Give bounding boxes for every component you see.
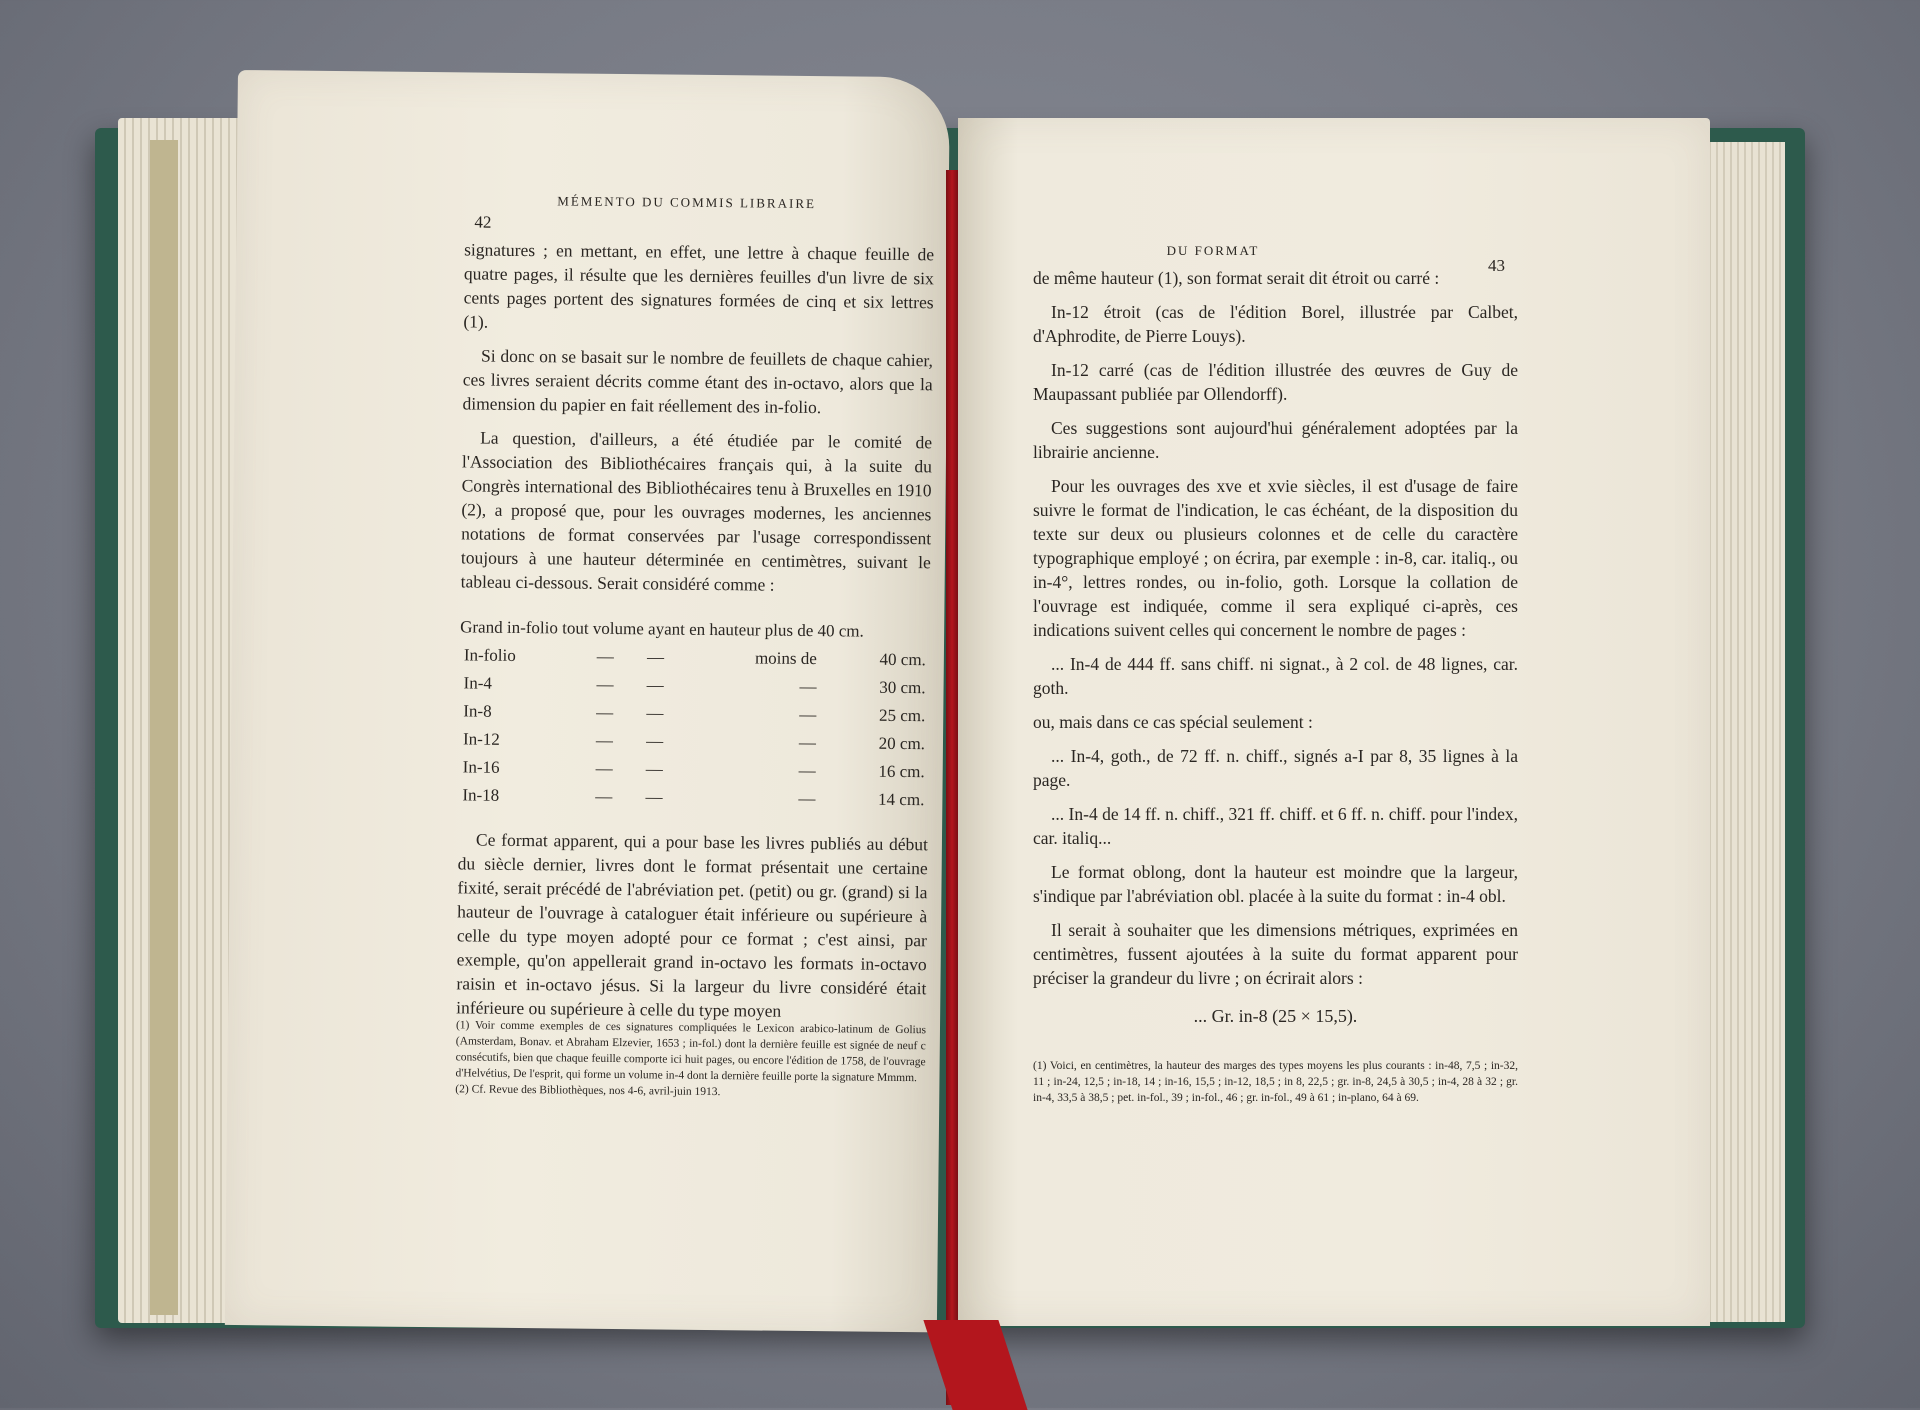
format-table-rows [458, 641, 930, 814]
cell-qualifier: — [798, 760, 816, 781]
page-number-right: 43 [1488, 256, 1505, 275]
cell-qualifier: — [798, 788, 816, 809]
bookmark-ribbon-end [923, 1320, 1027, 1410]
table-row [458, 781, 928, 814]
cell-format: In-4 [463, 673, 493, 693]
paragraph: ... In-4 de 14 ff. n. chiff., 321 ff. chiff. et 6 ff. n. chiff. pour l'index, car. italiq... [1033, 804, 1518, 848]
paragraph: Pour les ouvrages des xve et xvie siècles, il est d'usage de faire suivre le format de l'indication, le cas échéant, de la disposition du texte sur deux ou plusieurs colonnes et de celle du caractère typographique employé ; on écrira, par exemple : in-8, car. italiq., ou in-4°, lettres rondes, ou in-folio, goth. Lorsque la collation de l'ouvrage est indiquée, comme il sera expliqué ci-après, ces indications suivent celles qui concernent le nombre de pages : [1033, 476, 1518, 640]
cell-dash: — [595, 786, 613, 806]
cell-dash: — [646, 675, 664, 695]
cell-dash: — [595, 758, 613, 778]
cell-dash: — [646, 731, 664, 751]
paragraph: ou, mais dans ce cas spécial seulement : [1033, 712, 1313, 732]
bookmark-ribbon [946, 170, 958, 1405]
paragraph: Le format oblong, dont la hauteur est moindre que la largeur, s'indique par l'abréviation obl. placée à la suite du format : in-4 obl. [1033, 862, 1518, 906]
footnote: (1) Voir comme exemples de ces signatures compliquées le Lexicon arabico-latinum de Golius (Amsterdam, Bonav. et Abraham Elzevier, 1653 ; in-fol.) dont la dernière feuille est signée de neuf c consécutifs, bien que chaque feuille comporte ici huit pages, ou encore l'édition de 1758, de l'ouvrage d'Helvétius, De l'esprit, qui forme un volume in-4 dont la dernière feuille porte la signature Mmmm. [455, 1019, 927, 1085]
cell-format: In-16 [462, 757, 500, 777]
paragraph: Si donc on se basait sur le nombre de feuillets de chaque cahier, ces livres seraient décrits comme étant des in-octavo, alors que la dimension du papier en fait réellement des in-folio. [462, 345, 934, 418]
cell-qualifier: moins de [754, 648, 817, 669]
right-footnote [1033, 1058, 1518, 1106]
cell-dash: — [595, 730, 614, 750]
cell-dash: — [646, 703, 664, 723]
cell-size: 30 cm. [879, 677, 926, 698]
cell-dash: — [596, 702, 614, 722]
table-header: Grand in-folio tout volume ayant en hauteur plus de 40 cm. [460, 617, 864, 641]
left-footnotes [455, 1017, 926, 1102]
cell-format: In-12 [462, 729, 500, 749]
paragraph: signatures ; en mettant, en effet, une lettre à chaque feuille de quatre pages, il résulte que les dernières feuilles d'un livre de six cents pages portent des signatures formées de cinq et six lettres (1). [463, 239, 935, 332]
footnote: (1) Voici, en centimètres, la hauteur des marges des types moyens les plus courants : in-48, 7,5 ; in-32, 11 ; in-24, 12,5 ; in-18, 14 ; in-16, 15,5 ; in-12, 18,5 ; in 8, 22,5 ; gr. in-8, 24,5 à 30,5 ; in-4, 28 à 32 ; gr. in-4, 33,5 à 38,5 ; pet. in-fol., 39 ; in-fol., 46 ; gr. in-fol., 49 à 61 ; in-plano, 64 à 69. [1033, 1060, 1518, 1104]
cell-size: 40 cm. [879, 649, 926, 670]
cell-size: 20 cm. [878, 733, 926, 754]
cell-qualifier: — [798, 732, 817, 753]
cell-size: 16 cm. [878, 761, 925, 782]
paragraph: de même hauteur (1), son format serait dit étroit ou carré : [1033, 268, 1440, 288]
running-head-left: MÉMENTO DU COMMIS LIBRAIRE [557, 193, 817, 212]
format-table [458, 615, 930, 814]
cell-size: 25 cm. [878, 705, 926, 726]
right-body [1033, 266, 1518, 1038]
cell-qualifier: — [799, 676, 817, 697]
cell-dash: — [645, 787, 663, 807]
paragraph: Ce format apparent, qui a pour base les livres publiés au début du siècle dernier, livres dont le format présentait une certaine fixité, serait précédé de l'abréviation pet. (petit) ou gr. (grand) si la hauteur de l'ouvrage à cataloguer était inférieure ou supérieure à celle du type moyen adopté pour ce format ; c'est ainsi, par exemple, qu'on appellerait grand in-octavo les formats in-octavo raisin et in-octavo jésus. Si la largeur du livre considéré était inférieure ou supérieure à celle du type moyen [456, 829, 929, 1021]
binding-strip [150, 140, 178, 1315]
right-page [958, 118, 1710, 1326]
cell-format: In-folio [463, 645, 516, 665]
footnote: (2) Cf. Revue des Bibliothèques, nos 4-6, avril-juin 1913. [455, 1083, 721, 1099]
paragraph: In-12 étroit (cas de l'édition Borel, illustrée par Calbet, d'Aphrodite, de Pierre Louys). [1033, 302, 1518, 346]
paragraph: Il serait à souhaiter que les dimensions métriques, exprimées en centimètres, fussent ajoutées à la suite du format apparent pour préciser la grandeur du livre ; on écrirait alors : [1033, 920, 1518, 988]
paragraph: La question, d'ailleurs, a été étudiée par le comité de l'Association des Bibliothécaires français qui, à la suite du Congrès international des Bibliothécaires tenu à Bruxelles en 1910 (2), a proposé que, pour les ouvrages modernes, les anciennes notations de format conservées par l'usage correspondissent toujours à une hauteur déterminée en centimètres, suivant le tableau ci-dessous. Serait considéré comme : [460, 427, 933, 595]
cell-dash: — [646, 647, 665, 667]
cell-dash: — [596, 646, 614, 666]
page-number-left: 42 [474, 212, 492, 232]
example-format: ... Gr. in-8 (25 × 15,5). [1193, 1006, 1358, 1026]
cell-qualifier: — [799, 704, 817, 725]
cell-size: 14 cm. [878, 789, 925, 810]
cell-format: In-18 [462, 785, 500, 805]
left-page [225, 70, 950, 1332]
cell-dash: — [596, 674, 614, 694]
paragraph: ... In-4 de 444 ff. sans chiff. ni signat., à 2 col. de 48 lignes, car. goth. [1033, 654, 1518, 698]
paragraph: Ces suggestions sont aujourd'hui généralement adoptées par la librairie ancienne. [1033, 418, 1518, 462]
paragraph: In-12 carré (cas de l'édition illustrée des œuvres de Guy de Maupassant publiée par Ollendorff). [1033, 360, 1518, 404]
left-body [456, 237, 934, 1034]
cell-format: In-8 [463, 701, 492, 721]
cell-dash: — [645, 759, 663, 779]
paragraph: ... In-4, goth., de 72 ff. n. chiff., signés a-I par 8, 35 lignes à la page. [1033, 746, 1518, 790]
running-head-right: DU FORMAT [1166, 243, 1260, 258]
